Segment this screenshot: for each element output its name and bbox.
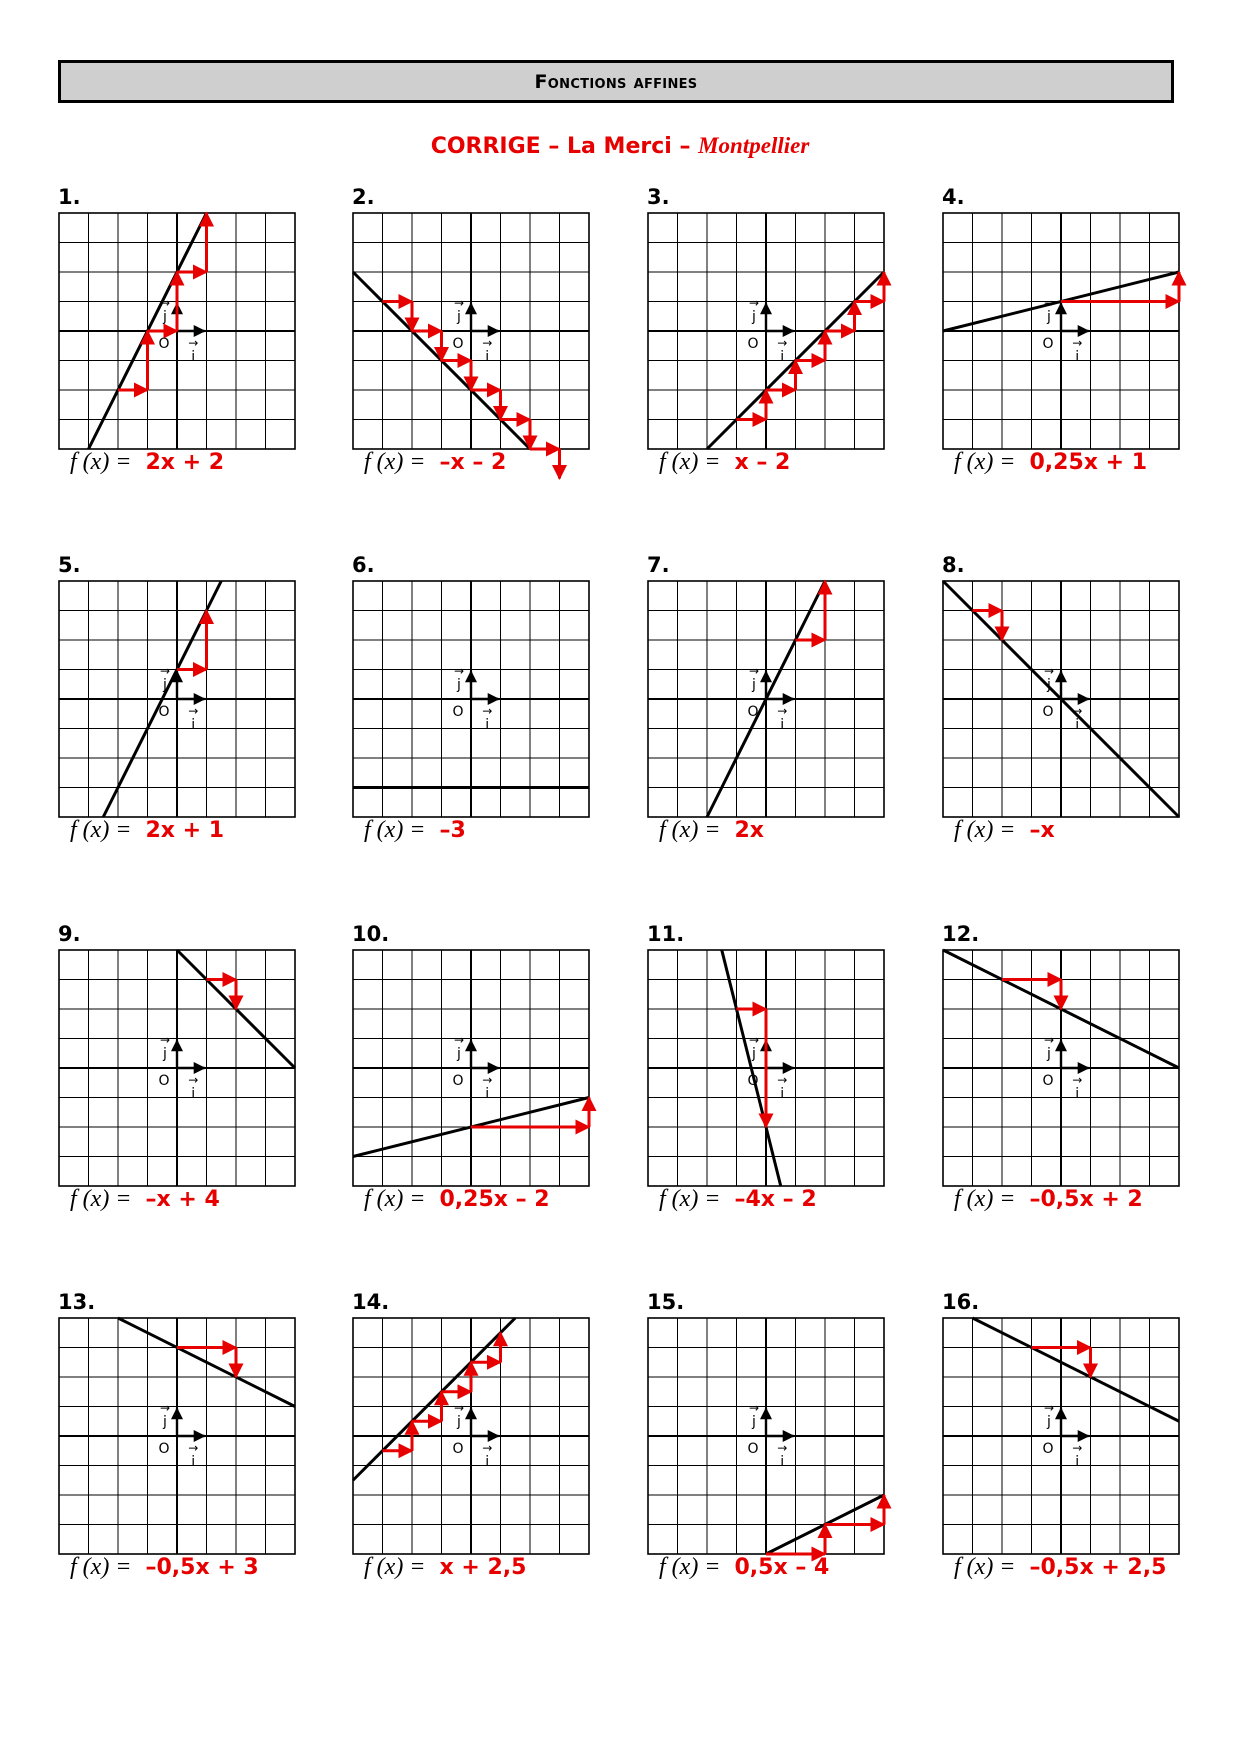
origin-label: O [158,336,170,352]
coordinate-grid [942,212,1180,450]
j-label: j [752,1414,756,1430]
origin-label: O [452,1441,464,1457]
i-label: i [191,1086,196,1102]
i-label: i [780,1454,785,1470]
j-arrow-mark: → [453,296,465,310]
j-arrow-mark: → [159,296,171,310]
coordinate-grid [647,580,885,818]
exercise-number: 3. [647,185,670,209]
origin-label: O [747,704,759,720]
i-label: i [485,717,490,733]
subtitle-main: CORRIGE – La Merci – [430,134,699,159]
answer-line [954,1554,1166,1581]
fx-expression: –0,5x + 2 [1029,1187,1143,1212]
coordinate-grid [58,949,296,1187]
subtitle [0,133,1240,159]
answer-line [364,817,466,844]
fx-label: f (x) = [954,449,1016,475]
fx-label: f (x) = [70,1554,132,1580]
i-arrow-mark: → [482,336,493,350]
j-arrow-mark: → [748,1401,760,1415]
i-label: i [191,349,196,365]
exercise-number: 10. [352,922,390,946]
i-arrow-mark: → [1072,704,1083,718]
j-label: j [752,309,756,325]
i-arrow-mark: → [188,1073,199,1087]
answer-line [954,449,1147,476]
fx-expression: –0,5x + 3 [145,1555,259,1580]
subtitle-city: Montpellier [698,133,810,158]
exercise-5 [58,553,308,853]
fx-label: f (x) = [364,817,426,843]
j-label: j [1047,677,1051,693]
fx-expression: 2x + 1 [145,818,225,843]
i-label: i [485,349,490,365]
j-arrow-mark: → [453,1401,465,1415]
j-label: j [457,1046,461,1062]
fx-expression: 0,25x – 2 [439,1187,550,1212]
exercise-16 [942,1290,1192,1590]
exercise-13 [58,1290,308,1590]
exercise-number: 5. [58,553,81,577]
answer-line [70,1186,220,1213]
fx-label: f (x) = [954,1554,1016,1580]
coordinate-grid [647,949,885,1187]
fx-expression: –x – 2 [439,450,507,475]
exercise-number: 14. [352,1290,390,1314]
origin-label: O [1042,1073,1054,1089]
origin-label: O [158,1073,170,1089]
i-label: i [1075,1454,1080,1470]
answer-line [364,449,506,476]
answer-line [364,1554,526,1581]
exercise-number: 8. [942,553,965,577]
j-arrow-mark: → [1043,1033,1055,1047]
exercise-number: 15. [647,1290,685,1314]
fx-expression: –x + 4 [145,1187,220,1212]
title-banner [58,60,1174,103]
exercise-number: 4. [942,185,965,209]
coordinate-grid [647,1317,885,1555]
fx-label: f (x) = [954,1186,1016,1212]
i-arrow-mark: → [1072,1073,1083,1087]
j-label: j [752,1046,756,1062]
exercise-number: 2. [352,185,375,209]
origin-label: O [747,336,759,352]
coordinate-grid [352,949,590,1187]
exercise-7 [647,553,897,853]
j-arrow-mark: → [453,664,465,678]
fx-expression: –4x – 2 [734,1187,817,1212]
coordinate-grid [942,949,1180,1187]
j-label: j [457,1414,461,1430]
exercise-3 [647,185,897,485]
fx-label: f (x) = [364,1186,426,1212]
origin-label: O [452,336,464,352]
fx-label: f (x) = [954,817,1016,843]
j-arrow-mark: → [748,296,760,310]
j-arrow-mark: → [159,664,171,678]
exercise-number: 16. [942,1290,980,1314]
page-title: Fonctions affines [534,70,698,93]
i-label: i [1075,1086,1080,1102]
fx-expression: –3 [439,818,466,843]
i-arrow-mark: → [482,1073,493,1087]
fx-expression: x + 2,5 [439,1555,527,1580]
i-arrow-mark: → [777,1073,788,1087]
exercise-number: 6. [352,553,375,577]
exercise-2 [352,185,602,485]
coordinate-grid [942,1317,1180,1555]
i-label: i [191,717,196,733]
exercise-number: 12. [942,922,980,946]
fx-label: f (x) = [659,449,721,475]
exercise-10 [352,922,602,1222]
exercise-number: 9. [58,922,81,946]
answer-line [70,1554,259,1581]
answer-line [70,449,224,476]
i-arrow-mark: → [188,336,199,350]
coordinate-grid [942,580,1180,818]
j-label: j [1047,1046,1051,1062]
i-label: i [1075,349,1080,365]
i-arrow-mark: → [1072,1441,1083,1455]
i-arrow-mark: → [777,704,788,718]
j-label: j [163,309,167,325]
coordinate-grid [352,212,590,450]
origin-label: O [1042,704,1054,720]
fx-expression: –0,5x + 2,5 [1029,1555,1167,1580]
i-arrow-mark: → [777,336,788,350]
answer-line [659,1186,817,1213]
j-arrow-mark: → [159,1401,171,1415]
i-arrow-mark: → [777,1441,788,1455]
i-arrow-mark: → [188,704,199,718]
fx-label: f (x) = [364,1554,426,1580]
answer-line [364,1186,550,1213]
exercise-12 [942,922,1192,1222]
j-arrow-mark: → [1043,664,1055,678]
fx-expression: 0,25x + 1 [1029,450,1148,475]
coordinate-grid [352,580,590,818]
coordinate-grid [58,1317,296,1555]
origin-label: O [158,1441,170,1457]
exercise-15 [647,1290,897,1590]
function-line [353,1318,515,1480]
origin-label: O [158,704,170,720]
exercise-8 [942,553,1192,853]
i-label: i [780,717,785,733]
j-arrow-mark: → [1043,1401,1055,1415]
i-label: i [1075,717,1080,733]
exercise-11 [647,922,897,1222]
fx-label: f (x) = [659,817,721,843]
fx-label: f (x) = [70,449,132,475]
j-arrow-mark: → [1043,296,1055,310]
answer-line [659,449,790,476]
i-label: i [191,1454,196,1470]
fx-label: f (x) = [70,817,132,843]
exercise-number: 7. [647,553,670,577]
exercise-1 [58,185,308,485]
coordinate-grid [58,580,296,818]
i-label: i [485,1086,490,1102]
i-arrow-mark: → [482,704,493,718]
i-label: i [780,349,785,365]
origin-label: O [1042,1441,1054,1457]
coordinate-grid [58,212,296,450]
fx-expression: –x [1029,818,1055,843]
exercise-9 [58,922,308,1222]
j-arrow-mark: → [748,664,760,678]
exercise-number: 11. [647,922,685,946]
coordinate-grid [647,212,885,450]
exercise-number: 1. [58,185,81,209]
exercise-14 [352,1290,602,1590]
j-arrow-mark: → [748,1033,760,1047]
coordinate-grid [352,1317,590,1555]
fx-label: f (x) = [364,449,426,475]
answer-line [954,817,1055,844]
answer-line [954,1186,1143,1213]
j-label: j [457,677,461,693]
fx-expression: 2x + 2 [145,450,225,475]
answer-line [659,1554,829,1581]
j-label: j [1047,1414,1051,1430]
answer-line [659,817,764,844]
j-arrow-mark: → [159,1033,171,1047]
answer-line [70,817,224,844]
origin-label: O [747,1441,759,1457]
fx-label: f (x) = [659,1554,721,1580]
origin-label: O [452,704,464,720]
fx-expression: x – 2 [734,450,791,475]
origin-label: O [747,1073,759,1089]
fx-label: f (x) = [659,1186,721,1212]
origin-label: O [452,1073,464,1089]
i-arrow-mark: → [482,1441,493,1455]
j-label: j [163,1414,167,1430]
i-label: i [485,1454,490,1470]
j-label: j [163,1046,167,1062]
j-label: j [1047,309,1051,325]
exercise-number: 13. [58,1290,96,1314]
i-arrow-mark: → [188,1441,199,1455]
j-label: j [163,677,167,693]
fx-expression: 2x [734,818,764,843]
i-arrow-mark: → [1072,336,1083,350]
i-label: i [780,1086,785,1102]
j-arrow-mark: → [453,1033,465,1047]
fx-expression: 0,5x – 4 [734,1555,830,1580]
function-line [973,1318,1180,1421]
fx-label: f (x) = [70,1186,132,1212]
j-label: j [752,677,756,693]
exercise-6 [352,553,602,853]
exercise-4 [942,185,1192,485]
origin-label: O [1042,336,1054,352]
j-label: j [457,309,461,325]
